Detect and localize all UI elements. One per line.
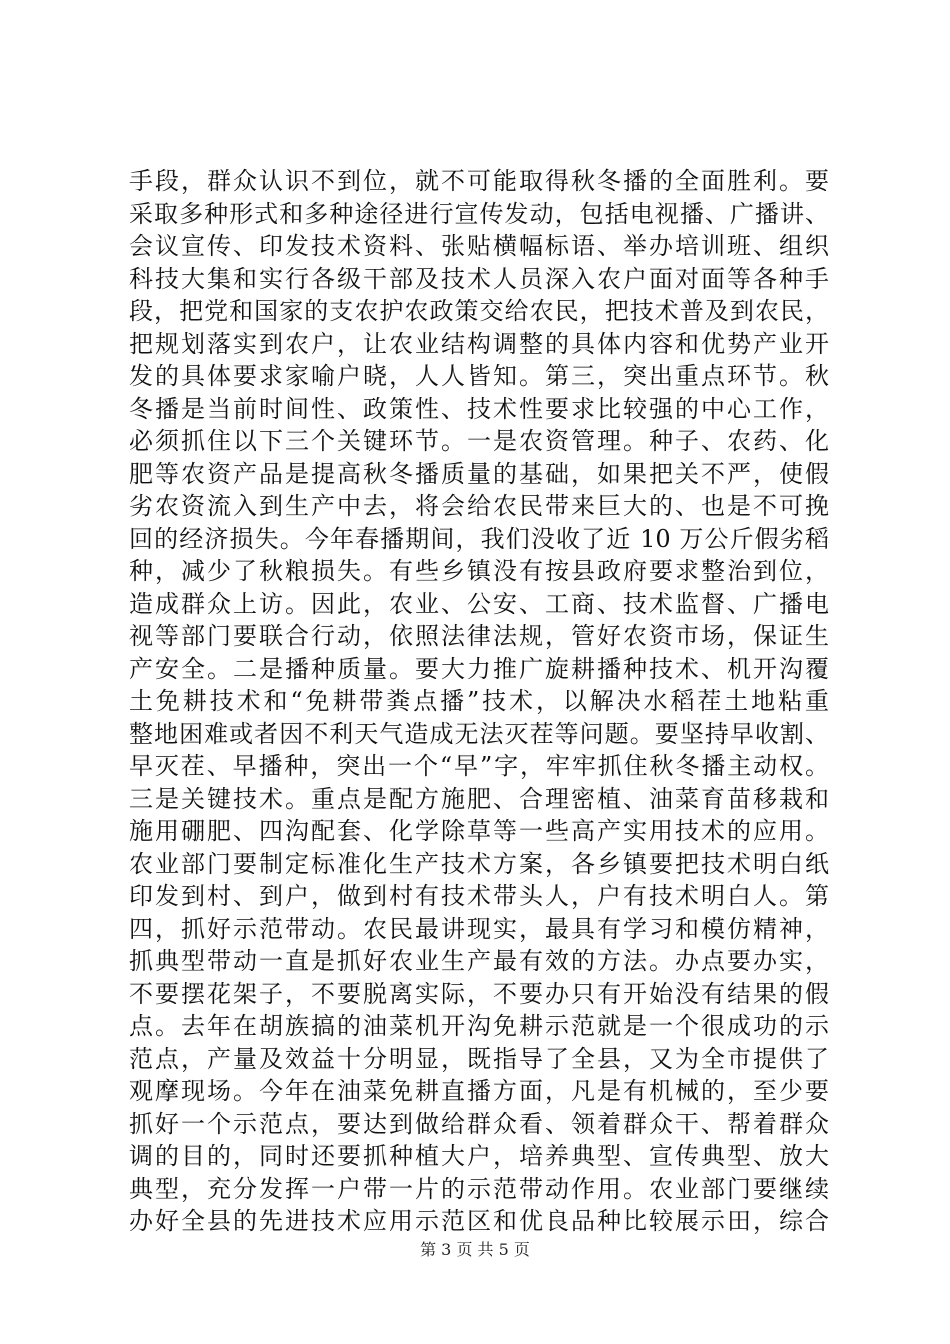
text-line: 整地困难或者因不利天气造成无法灭茬等问题。要坚持早收割、 xyxy=(129,719,829,748)
text-line: 科技大集和实行各级干部及技术人员深入农户面对面等各种手 xyxy=(129,264,829,293)
text-line: 办好全县的先进技术应用示范区和优良品种比较展示田，综合 xyxy=(129,1207,829,1235)
text-line: 采取多种形式和多种途径进行宣传发动，包括电视播、广播讲、 xyxy=(129,199,829,228)
text-line: 抓典型带动一直是抓好农业生产最有效的方法。办点要办实， xyxy=(129,947,829,975)
text-line: 四，抓好示范带动。农民最讲现实，最具有学习和模仿精神， xyxy=(129,914,829,943)
text-line: 土免耕技术和“免耕带粪点播”技术，以解决水稻茬土地粘重 xyxy=(129,687,829,715)
text-line: 肥等农资产品是提高秋冬播质量的基础，如果把关不严，使假 xyxy=(129,459,829,488)
text-line: 种，减少了秋粮损失。有些乡镇没有按县政府要求整治到位， xyxy=(129,557,829,585)
text-line: 冬播是当前时间性、政策性、技术性要求比较强的中心工作， xyxy=(129,394,829,423)
text-line: 三是关键技术。重点是配方施肥、合理密植、油菜育苗移栽和 xyxy=(129,784,829,813)
text-line: 会议宣传、印发技术资料、张贴横幅标语、举办培训班、组织 xyxy=(129,232,829,260)
text-line: 施用硼肥、四沟配套、化学除草等一些高产实用技术的应用。 xyxy=(129,817,829,845)
text-line: 抓好一个示范点，要达到做给群众看、领着群众干、帮着群众 xyxy=(129,1109,829,1138)
text-line: 必须抓住以下三个关键环节。一是农资管理。种子、农药、化 xyxy=(129,427,829,455)
text-line: 造成群众上访。因此，农业、公安、工商、技术监督、广播电 xyxy=(129,589,829,618)
text-line: 产安全。二是播种质量。要大力推广旋耕播种技术、机开沟覆 xyxy=(129,654,829,683)
text-line: 印发到村、到户，做到村有技术带头人，户有技术明白人。第 xyxy=(129,882,829,910)
text-line: 调的目的，同时还要抓种植大户，培养典型、宣传典型、放大 xyxy=(129,1142,829,1170)
text-line: 典型，充分发挥一户带一片的示范带动作用。农业部门要继续 xyxy=(129,1174,829,1203)
text-line: 段，把党和国家的支农护农政策交给农民，把技术普及到农民， xyxy=(129,297,829,325)
text-line: 劣农资流入到生产中去，将会给农民带来巨大的、也是不可挽 xyxy=(129,492,829,520)
text-line: 范点，产量及效益十分明显，既指导了全县，又为全市提供了 xyxy=(129,1044,829,1073)
text-line: 视等部门要联合行动，依照法律法规，管好农资市场，保证生 xyxy=(129,622,829,650)
text-line: 发的具体要求家喻户晓，人人皆知。第三，突出重点环节。秋 xyxy=(129,362,829,390)
text-line: 观摩现场。今年在油菜免耕直播方面，凡是有机械的，至少要 xyxy=(129,1077,829,1105)
text-line: 回的经济损失。今年春播期间，我们没收了近 10 万公斤假劣稻 xyxy=(129,524,829,553)
text-line: 农业部门要制定标准化生产技术方案，各乡镇要把技术明白纸 xyxy=(129,849,829,878)
text-line: 把规划落实到农户，让农业结构调整的具体内容和优势产业开 xyxy=(129,329,829,358)
page-footer: 第 3 页 共 5 页 xyxy=(420,1240,530,1259)
text-line: 点。去年在胡族搞的油菜机开沟免耕示范就是一个很成功的示 xyxy=(129,1012,829,1040)
text-line: 早灭茬、早播种，突出一个“早”字，牢牢抓住秋冬播主动权。 xyxy=(129,752,829,780)
body-text xyxy=(129,165,829,1238)
text-line: 手段，群众认识不到位，就不可能取得秋冬播的全面胜利。要 xyxy=(129,167,829,195)
text-line: 不要摆花架子，不要脱离实际，不要办只有开始没有结果的假 xyxy=(129,979,829,1008)
